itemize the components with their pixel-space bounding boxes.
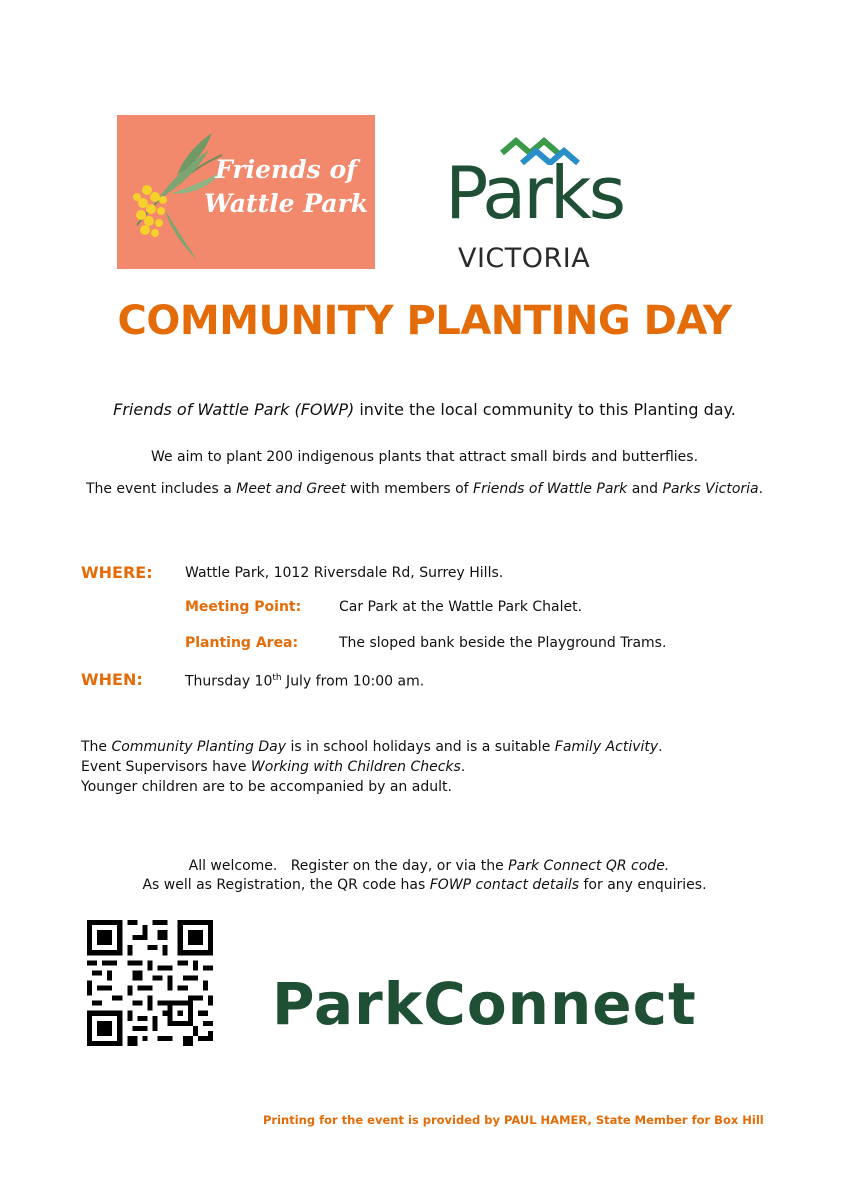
family-line3: Younger children are to be accompanied by an adult.: [81, 779, 452, 795]
registration-line: [0, 877, 849, 893]
qr-code-icon[interactable]: [87, 920, 213, 1046]
welcome-line: [0, 842, 849, 874]
ei-f: Parks Victoria: [662, 481, 759, 497]
fam-l2c: .: [460, 759, 466, 775]
intro-line: [0, 400, 849, 419]
welcome-b: Park Connect QR code.: [508, 858, 670, 874]
aim-line: We aim to plant 200 indigenous plants that attract small birds and butterflies.: [150, 449, 699, 465]
when-sup: th: [272, 673, 282, 683]
where-value: Wattle Park, 1012 Riversdale Rd, Surrey Hills.: [185, 565, 504, 581]
family-line2: [81, 757, 663, 777]
fam-l2b: Working with Children Checks: [250, 759, 461, 775]
fam-l2a: Event Supervisors have: [81, 759, 251, 775]
when-post: July from 10:00 am.: [281, 673, 425, 690]
reg-b: FOWP contact details: [429, 877, 580, 893]
fam-l1e: .: [658, 739, 663, 755]
intro-rest: invite the local community to this Planting day.: [354, 400, 736, 419]
when-value: [185, 673, 424, 690]
meeting-point-value: Car Park at the Wattle Park Chalet.: [339, 599, 583, 615]
fam-l1b: Community Planting Day: [111, 739, 286, 755]
fowp-logo-line1: Friends of: [215, 155, 357, 184]
ei-g: .: [758, 481, 764, 497]
reg-a: As well as Registration, the QR code has: [142, 877, 430, 893]
family-info: [81, 737, 663, 797]
family-line1: [81, 737, 663, 757]
ei-a: The event includes a: [85, 481, 237, 497]
park-connect-logo: ParkConnect: [272, 970, 697, 1038]
fowp-logo-line2: Wattle Park: [203, 189, 369, 218]
ei-e: and: [627, 481, 663, 497]
parks-victoria-sub: VICTORIA: [458, 243, 591, 274]
where-label: WHERE:: [81, 563, 153, 582]
reg-c: for any enquiries.: [579, 877, 707, 893]
fowp-logo: [117, 115, 375, 269]
when-label: WHEN:: [81, 670, 143, 689]
ei-d: Friends of Wattle Park: [473, 481, 628, 497]
meeting-point-label: Meeting Point:: [185, 599, 302, 615]
ei-b: Meet and Greet: [236, 481, 346, 497]
footer-credit: Printing for the event is provided by PAUL HAMER, State Member for Box Hill: [263, 1113, 764, 1127]
when-pre: Thursday 10: [185, 673, 273, 690]
event-includes-line: [0, 481, 849, 497]
welcome-a: All welcome. Register on the day, or via the: [188, 858, 509, 874]
fam-l1d: Family Activity: [554, 739, 659, 755]
page-title: COMMUNITY PLANTING DAY: [117, 298, 732, 344]
planting-area-value: The sloped bank beside the Playground Trams.: [339, 635, 667, 651]
ei-c: with members of: [345, 481, 474, 497]
intro-org: Friends of Wattle Park (FOWP): [113, 400, 355, 419]
parks-victoria-word: Parks: [445, 151, 624, 235]
fam-l1c: is in school holidays and is a suitable: [286, 739, 555, 755]
planting-area-label: Planting Area:: [185, 635, 299, 651]
parks-victoria-logo: [440, 135, 650, 275]
fam-l1a: The: [81, 739, 112, 755]
